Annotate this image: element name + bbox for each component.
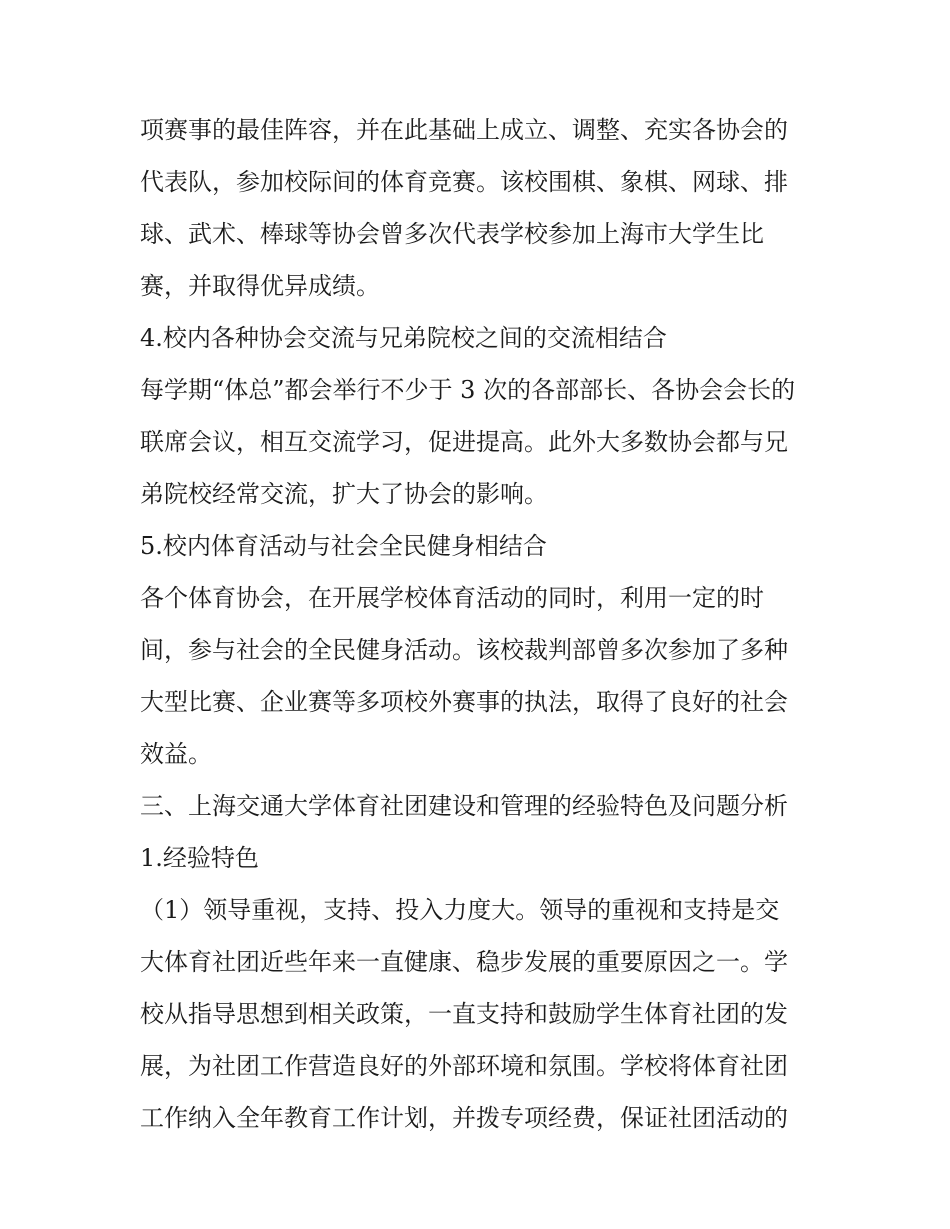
section-heading: 1.经验特色: [140, 844, 259, 872]
chapter-heading: 三、上海交通大学体育社团建设和管理的经验特色及问题分析: [140, 792, 788, 820]
paragraph-line: 赛，并取得优异成绩。: [140, 272, 380, 300]
paragraph-line: 工作纳入全年教育工作计划，并拨专项经费，保证社团活动的: [140, 1104, 788, 1132]
section-heading: 4.校内各种协会交流与兄弟院校之间的交流相结合: [140, 324, 667, 352]
paragraph-line: 弟院校经常交流，扩大了协会的影响。: [140, 480, 548, 508]
section-heading: 5.校内体育活动与社会全民健身相结合: [140, 532, 547, 560]
paragraph-line: 展，为社团工作营造良好的外部环境和氛围。学校将体育社团: [140, 1052, 788, 1080]
paragraph-line: 间，参与社会的全民健身活动。该校裁判部曾多次参加了多种: [140, 636, 788, 664]
paragraph-line: 代表队，参加校际间的体育竞赛。该校围棋、象棋、网球、排: [140, 168, 788, 196]
paragraph-line: 校从指导思想到相关政策，一直支持和鼓励学生体育社团的发: [140, 1000, 788, 1028]
paragraph-line: 每学期“体总”都会举行不少于 3 次的各部部长、各协会会长的: [140, 376, 796, 404]
paragraph-line: 各个体育协会，在开展学校体育活动的同时，利用一定的时: [140, 584, 764, 612]
paragraph-line: 球、武术、棒球等协会曾多次代表学校参加上海市大学生比: [140, 220, 764, 248]
paragraph-line: 联席会议，相互交流学习，促进提高。此外大多数协会都与兄: [140, 428, 788, 456]
paragraph-line: 项赛事的最佳阵容，并在此基础上成立、调整、充实各协会的: [140, 116, 788, 144]
paragraph-line: （1）领导重视，支持、投入力度大。领导的重视和支持是交: [140, 896, 780, 924]
paragraph-line: 大型比赛、企业赛等多项校外赛事的执法，取得了良好的社会: [140, 688, 788, 716]
paragraph-line: 效益。: [140, 740, 212, 768]
document-body: [140, 104, 820, 1144]
paragraph-line: 大体育社团近些年来一直健康、稳步发展的重要原因之一。学: [140, 948, 788, 976]
